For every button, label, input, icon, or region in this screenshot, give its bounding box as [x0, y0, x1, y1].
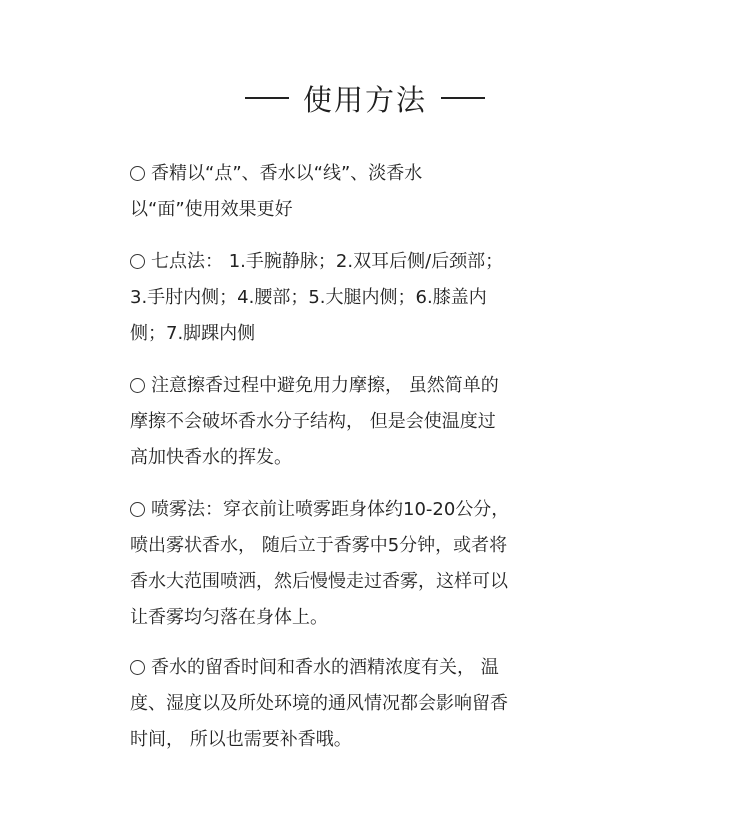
circle-bullet-icon — [130, 502, 145, 517]
page-title: 使用方法 — [302, 82, 427, 117]
tip-line: 度、湿度以及所处环境的通风情况都会影响留香 — [130, 693, 508, 714]
tip-text: 香水的留香时间和香水的酒精浓度有关， 温 — [151, 657, 499, 678]
tip-line: 以“面”使用效果更好 — [130, 199, 293, 220]
circle-bullet-icon — [130, 166, 145, 181]
tip-text: 香精以“点”、香水以“线”、淡香水 — [151, 163, 423, 184]
tip-line: 3.手肘内侧；4.腰部；5.大腿内侧；6.膝盖内 — [130, 287, 487, 308]
tip-avoid-rubbing — [130, 368, 570, 476]
tip-text: 注意擦香过程中避免用力摩擦， 虽然简单的 — [151, 375, 499, 396]
tip-line: 侧；7.脚踝内侧 — [130, 323, 256, 344]
tip-line: 高加快香水的挥发。 — [130, 447, 292, 468]
tip-point-line-surface — [130, 156, 570, 228]
tip-line: 让香雾均匀落在身体上。 — [130, 607, 328, 628]
tip-line — [130, 156, 570, 192]
tip-line: 时间， 所以也需要补香哦。 — [130, 729, 352, 750]
tip-line — [130, 492, 570, 528]
circle-bullet-icon — [130, 254, 145, 269]
tip-line: 香水大范围喷洒，然后慢慢走过香雾，这样可以 — [130, 571, 508, 592]
circle-bullet-icon — [130, 378, 145, 393]
tip-line: 喷出雾状香水， 随后立于香雾中5分钟，或者将 — [130, 535, 508, 556]
tip-text: 七点法： 1.手腕静脉；2.双耳后侧/后颈部； — [151, 251, 504, 272]
tip-line: 摩擦不会破坏香水分子结构， 但是会使温度过 — [130, 411, 496, 432]
tip-lasting-time — [130, 650, 570, 758]
tip-line — [130, 368, 570, 404]
tip-line — [130, 650, 570, 686]
tip-seven-points — [130, 244, 570, 352]
tip-text: 喷雾法：穿衣前让喷雾距身体约10-20公分， — [151, 499, 510, 520]
tip-line — [130, 244, 570, 280]
title-left-dash — [245, 97, 289, 99]
circle-bullet-icon — [130, 660, 145, 675]
title-right-dash — [441, 97, 485, 99]
tip-spray-method — [130, 492, 570, 636]
title-row — [0, 78, 730, 118]
